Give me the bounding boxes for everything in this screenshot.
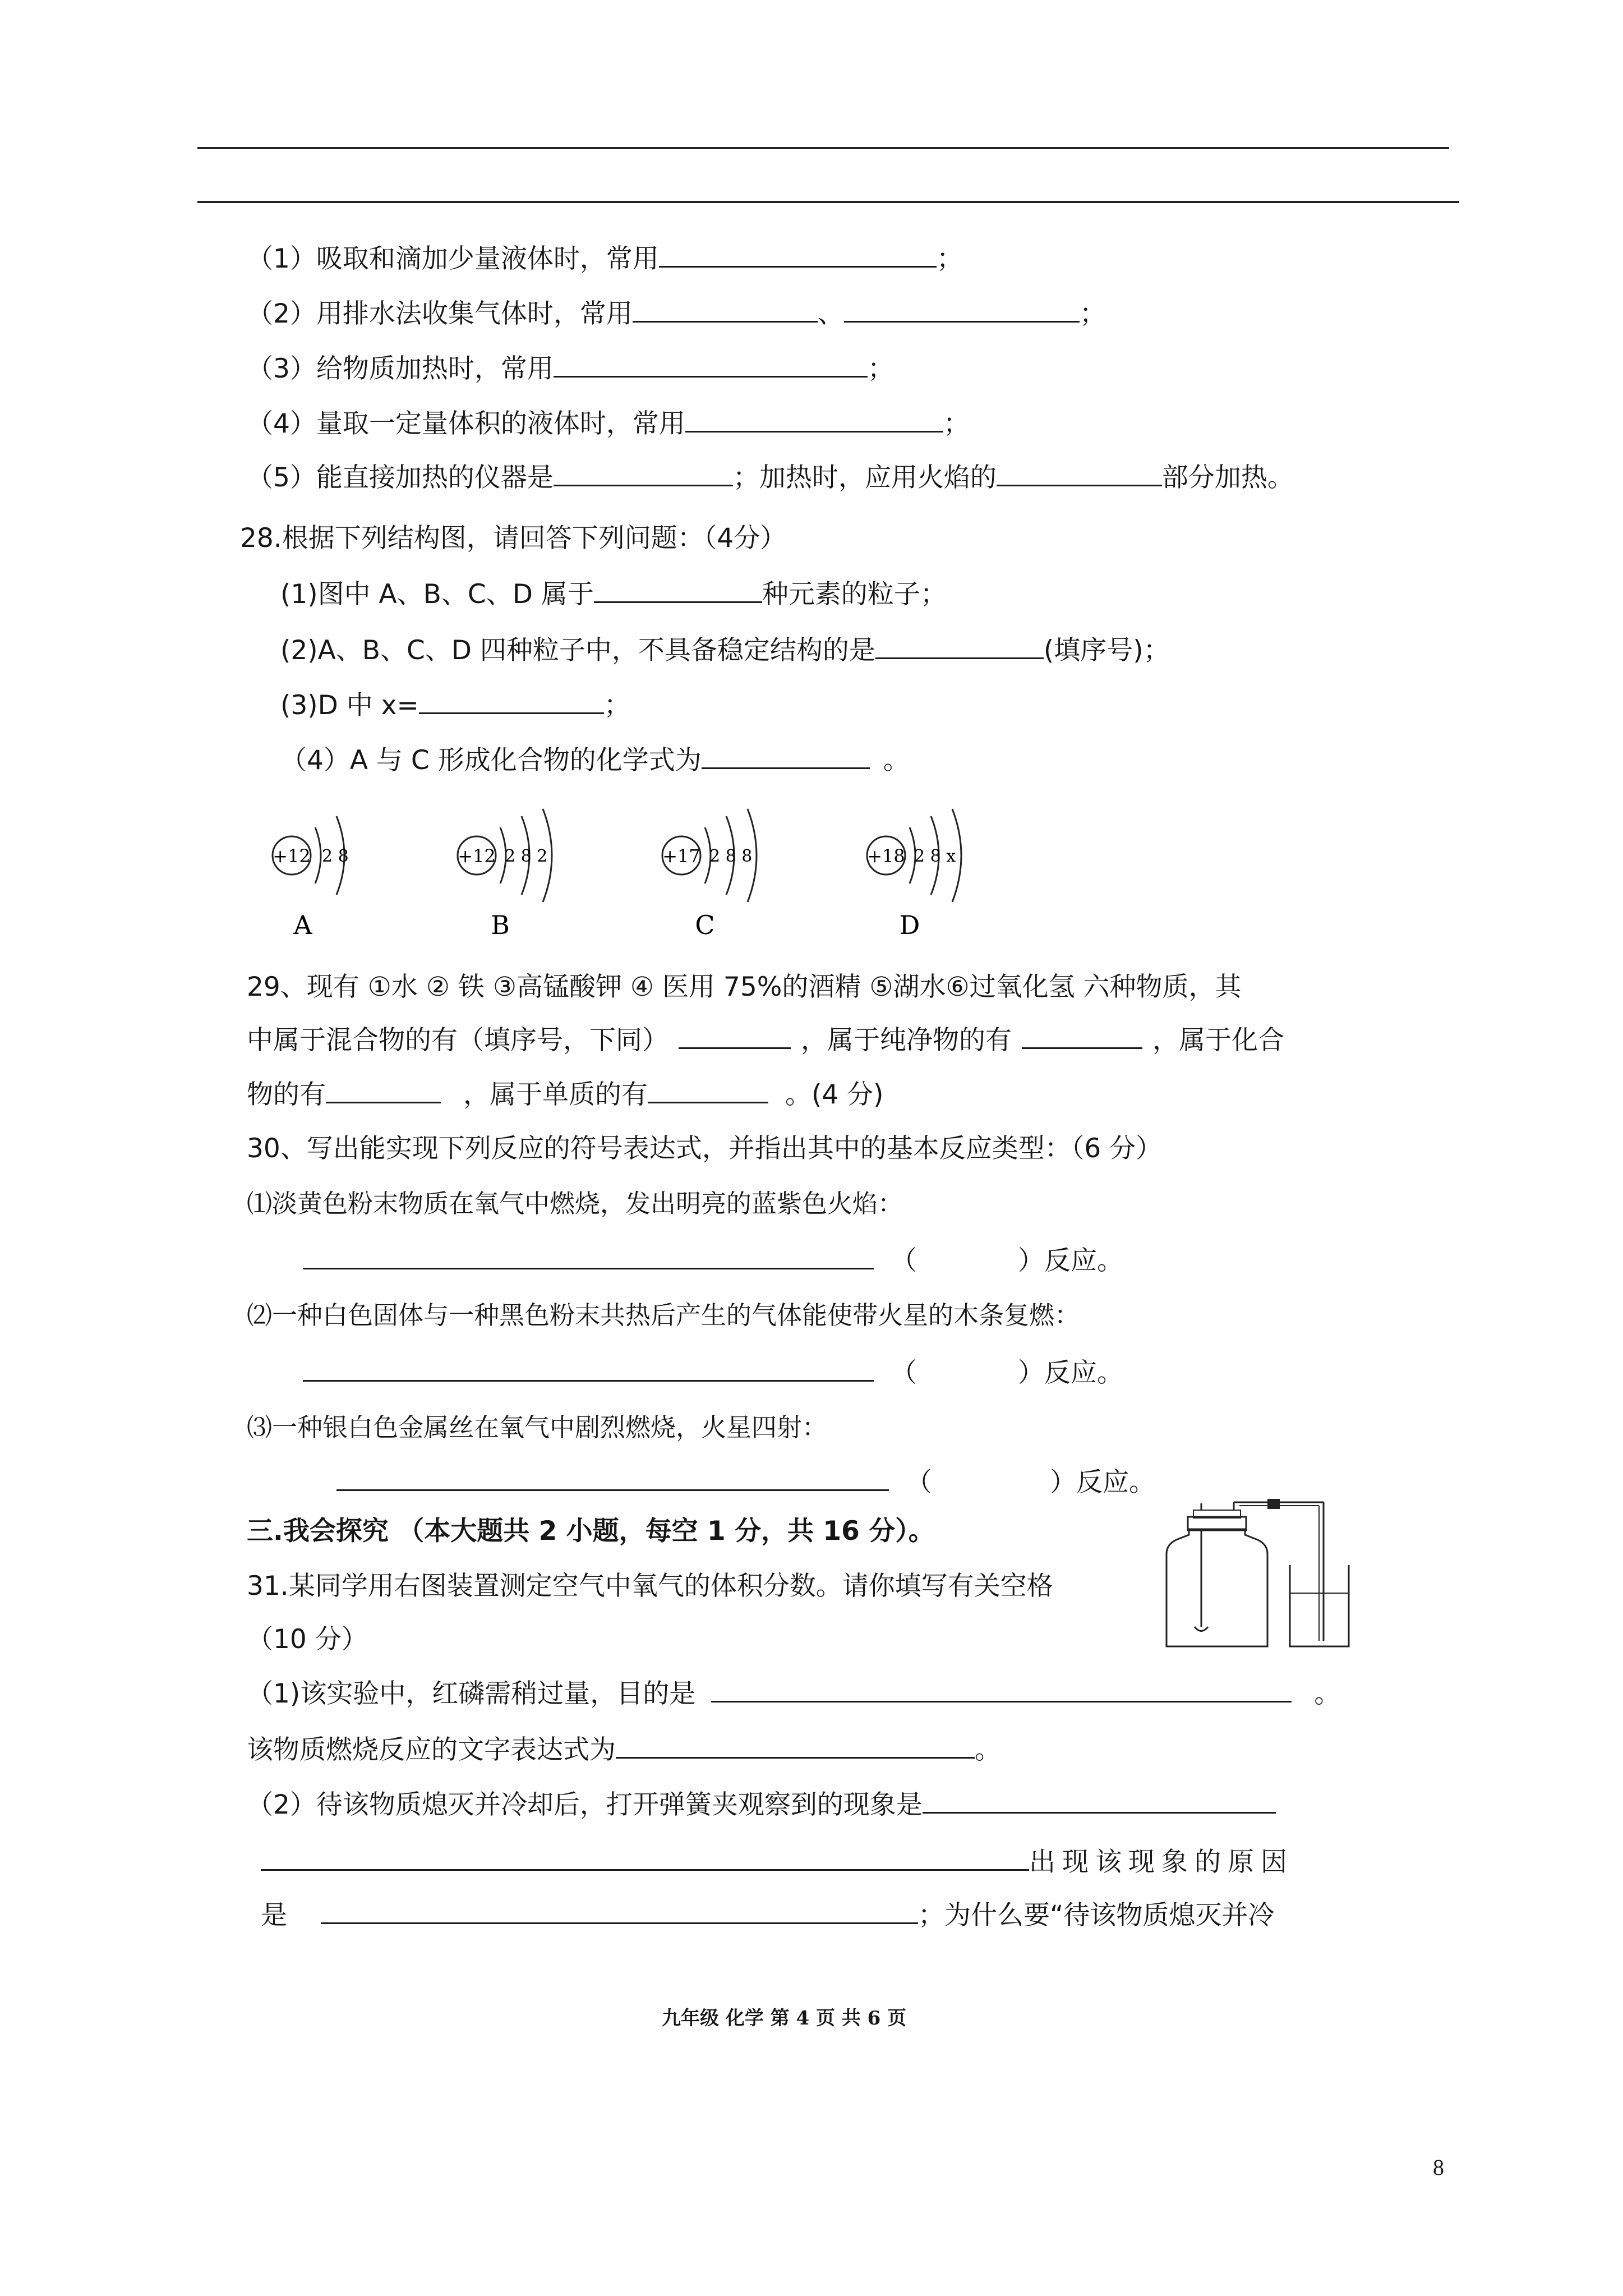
- blank[interactable]: [419, 690, 604, 714]
- atom-diagram-c: [653, 797, 788, 942]
- header-rule-bottom: [197, 201, 1459, 203]
- q31-line-1: 31.某同学用右图装置测定空气中氧气的体积分数。请你填写有关空格: [247, 1571, 1053, 1602]
- nucleus-label: +17: [662, 845, 700, 867]
- atom-diagram-b: [449, 797, 583, 942]
- blank[interactable]: [875, 635, 1044, 659]
- atom-label: C: [695, 910, 715, 940]
- q31-line-6: 出现该现象的原因: [261, 1846, 1294, 1879]
- blank[interactable]: [321, 1900, 918, 1924]
- q30-reaction-2-answer: （ ）反应。: [303, 1356, 1123, 1390]
- blank[interactable]: [616, 1734, 975, 1759]
- q31-line-7: 是 ；为什么要“待该物质熄灭并冷: [261, 1900, 1275, 1931]
- q29-line-2: 中属于混合物的有（填序号，下同） ，属于纯净物的有 ，属于化合: [247, 1025, 1284, 1056]
- q27-line-2: （2）用排水法收集气体时，常用 、 ；: [247, 298, 1106, 329]
- q28-title: 28.根据下列结构图，请回答下列问题：（4分）: [240, 523, 787, 554]
- atom-diagram-a: [264, 797, 387, 942]
- atom-diagram-d: [858, 797, 993, 942]
- apparatus-figure: [1155, 1498, 1357, 1666]
- q28-s2: (2)A、B、C、D 四种粒子中，不具备稳定结构的是 (填序号)；: [280, 635, 1170, 666]
- blank[interactable]: [711, 1678, 1292, 1703]
- q27-p5a: （5）能直接加热的仪器是: [247, 462, 554, 493]
- blank[interactable]: [844, 298, 1080, 323]
- nucleus-label: +18: [867, 845, 905, 867]
- q28-s3: (3)D 中 x= ；: [280, 690, 630, 721]
- page-number: 8: [1433, 2155, 1444, 2180]
- equation-blank[interactable]: [303, 1245, 874, 1269]
- electron-shells: 2 8 8: [709, 846, 753, 866]
- equation-blank[interactable]: [303, 1358, 874, 1382]
- q27-line-4: （4）量取一定量体积的液体时，常用 ；: [247, 408, 970, 439]
- q30-reaction-1-prompt: ⑴淡黄色粉末物质在氧气中燃烧，发出明亮的蓝紫色火焰：: [247, 1189, 903, 1218]
- q27-p5c: 部分加热。: [1161, 462, 1294, 493]
- blank[interactable]: [923, 1789, 1276, 1814]
- blank[interactable]: [659, 243, 937, 268]
- q27-p4: （4）量取一定量体积的液体时，常用: [247, 408, 685, 439]
- blank[interactable]: [594, 579, 762, 603]
- q27-line-5: [247, 461, 1294, 495]
- q29-line-1: 29、现有 ①水 ② 铁 ③高锰酸钾 ④ 医用 75%的酒精 ⑤湖水⑥过氧化氢 六种物质，其: [247, 972, 1242, 1002]
- blank[interactable]: [326, 1079, 441, 1103]
- q29-line-3: 物的有 ，属于单质的有 。(4 分): [247, 1079, 884, 1110]
- blank[interactable]: [554, 462, 733, 486]
- blank[interactable]: [685, 408, 943, 432]
- q31-line-4: 该物质燃烧反应的文字表达式为 。: [247, 1734, 1001, 1765]
- q27-p2: （2）用排水法收集气体时，常用: [247, 298, 633, 329]
- section-3-title: 三.我会探究 （本大题共 2 小题，每空 1 分，共 16 分）。: [247, 1516, 935, 1547]
- q31-line-2: （10 分）: [247, 1624, 368, 1655]
- atom-label: A: [293, 910, 312, 940]
- q30-reaction-3-answer: （ ）反应。: [336, 1466, 1155, 1499]
- electron-shells: 2 8: [322, 846, 349, 866]
- nucleus-label: +12: [458, 845, 496, 867]
- nucleus-label: +12: [273, 845, 311, 867]
- blank[interactable]: [702, 745, 870, 769]
- q27-p3: （3）给物质加热时，常用: [247, 353, 554, 384]
- blank[interactable]: [648, 1079, 768, 1103]
- electron-shells: 2 8 2: [505, 846, 548, 866]
- q30-reaction-2-prompt: ⑵一种白色固体与一种黑色粉末共热后产生的气体能使带火星的木条复燃：: [247, 1300, 1080, 1330]
- blank[interactable]: [633, 298, 818, 323]
- q30-reaction-3-prompt: ⑶一种银白色金属丝在氧气中剧烈燃烧，火星四射：: [247, 1412, 828, 1442]
- q27-p5b: ；加热时，应用火焰的: [732, 462, 997, 493]
- atom-label: B: [491, 910, 510, 940]
- page-footer: 九年级 化学 第 4 页 共 6 页: [662, 2007, 907, 2030]
- q30-reaction-1-answer: （ ）反应。: [303, 1244, 1123, 1278]
- equation-blank[interactable]: [336, 1467, 889, 1491]
- q31-line-3: （1)该实验中，红磷需稍过量，目的是 。: [247, 1678, 1341, 1709]
- blank[interactable]: [679, 1025, 791, 1049]
- q27-line-1: （1）吸取和滴加少量液体时，常用 ；: [247, 243, 963, 274]
- q27-line-3: （3）给物质加热时，常用 ；: [247, 353, 894, 384]
- blank[interactable]: [554, 353, 868, 378]
- blank[interactable]: [1022, 1025, 1142, 1049]
- q30-title: 30、写出能实现下列反应的符号表达式，并指出其中的基本反应类型：（6 分）: [247, 1133, 1163, 1164]
- q27-p1: （1）吸取和滴加少量液体时，常用: [247, 243, 659, 274]
- atom-label: D: [899, 910, 920, 940]
- q28-s4: （4）A 与 C 形成化合物的化学式为 。: [280, 745, 910, 776]
- header-rule-top: [197, 147, 1449, 149]
- blank[interactable]: [261, 1847, 1029, 1871]
- blank[interactable]: [997, 462, 1162, 486]
- q28-s1: (1)图中 A、B、C、D 属于 种元素的粒子；: [280, 579, 947, 610]
- electron-shells: 2 8 x: [914, 846, 956, 866]
- q31-line-5: （2）待该物质熄灭并冷却后，打开弹簧夹观察到的现象是: [247, 1788, 1276, 1822]
